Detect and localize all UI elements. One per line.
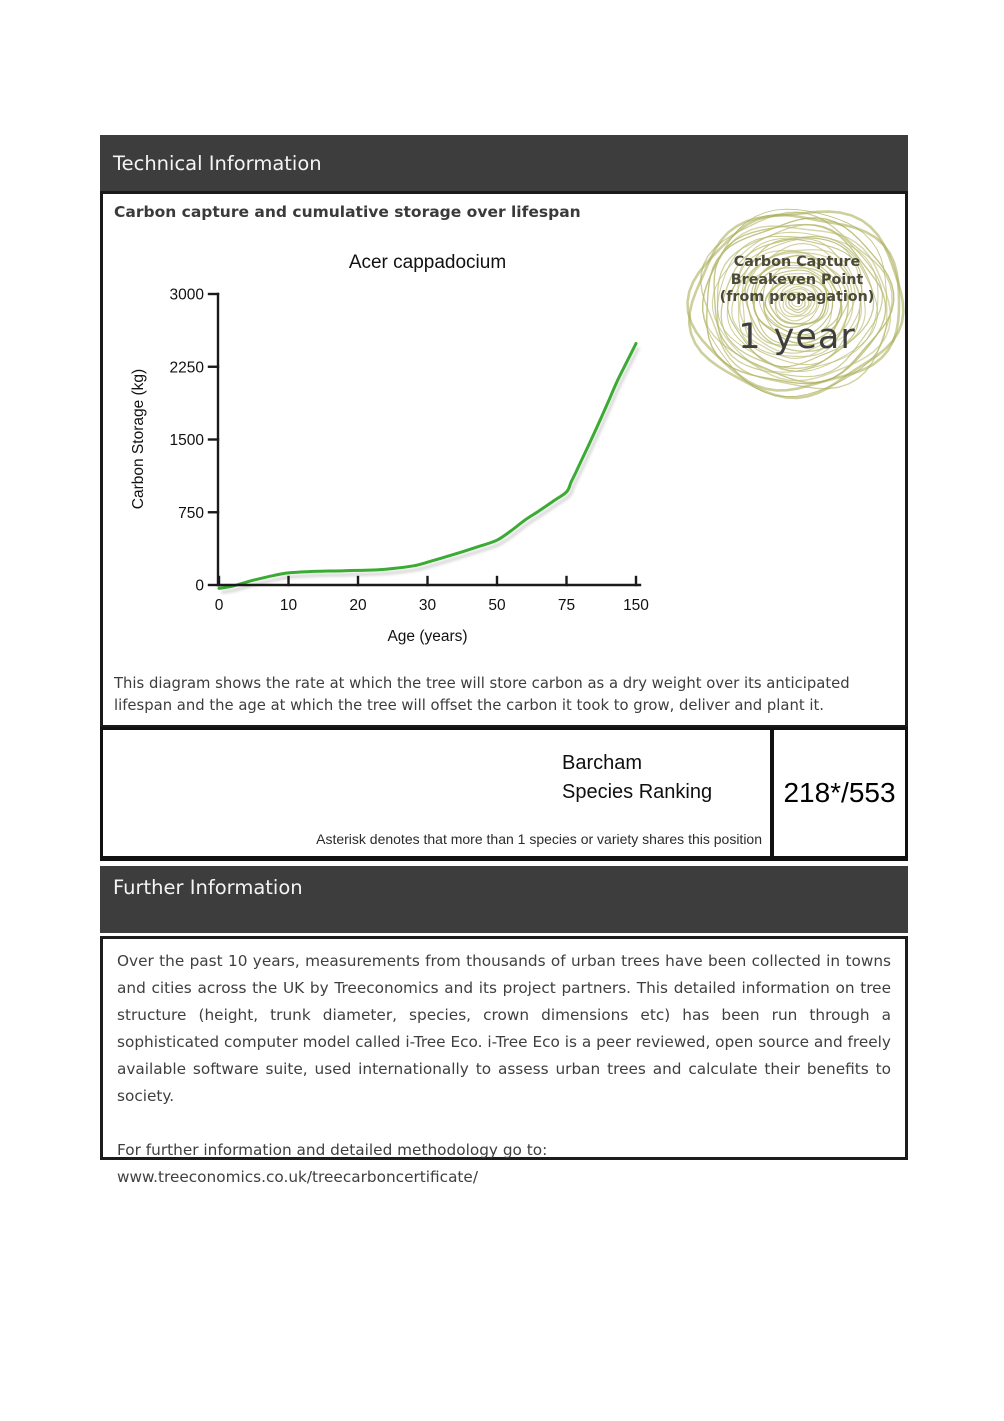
technical-information-header (100, 135, 908, 191)
x-tick-label: 30 (418, 597, 437, 614)
species-ranking-strip (100, 727, 908, 861)
ranking-value: 218*/553 (783, 777, 896, 808)
info-methodology-url-line: For further information and detailed methodology go to: www.treeconomics.co.uk/treecarboncertificate/ (117, 1141, 548, 1186)
chart-title: Acer cappadocium (348, 252, 507, 273)
further-information-body (100, 936, 908, 1186)
tree-ring (747, 255, 849, 345)
tree-ring (703, 226, 891, 381)
species-ranking-left-cell (103, 730, 774, 856)
ranking-org: Barcham (562, 752, 643, 774)
y-tick-label: 0 (195, 577, 204, 595)
further-information-title: Further Information (113, 876, 303, 899)
badge-line-3: (from propagation) (719, 289, 875, 305)
x-tick-label: 150 (623, 597, 649, 614)
further-information-header (100, 866, 908, 933)
species-ranking-title (562, 749, 712, 807)
y-tick-label: 2250 (169, 359, 204, 377)
species-ranking-value-cell (774, 730, 905, 856)
x-axis-label: Age (years) (387, 628, 468, 645)
breakeven-value: 1 year (738, 316, 856, 357)
asterisk-note: Asterisk denotes that more than 1 species or variety shares this position (316, 831, 762, 847)
badge-line-2: Breakeven Point (730, 271, 864, 288)
x-tick-label: 0 (214, 597, 224, 614)
ranking-label: Species Ranking (562, 781, 713, 803)
x-tick-label: 10 (279, 597, 298, 614)
chart-caption: This diagram shows the rate at which the tree will store carbon as a dry weight over its anticipated lifespan and the age at which the tree will offset the carbon it took to grow, deliver and plant it. (114, 675, 850, 714)
y-tick-label: 1500 (169, 432, 204, 449)
x-tick-label: 50 (488, 597, 506, 614)
tree-ring (792, 297, 803, 307)
y-tick-label: 3000 (169, 286, 204, 304)
x-tick-label: 75 (557, 597, 576, 614)
technical-information-title: Technical Information (113, 151, 322, 175)
carbon-chart-panel (100, 191, 908, 727)
tree-rings-illustration (686, 203, 908, 409)
carbon-storage-curve (219, 344, 636, 589)
x-tick-label: 20 (349, 597, 367, 614)
y-tick-label: 750 (178, 504, 204, 522)
y-axis-label: Carbon Storage (kg) (130, 368, 147, 510)
chart-panel-heading: Carbon capture and cumulative storage over lifespan (114, 203, 581, 221)
info-paragraph: Over the past 10 years, measurements from thousands of urban trees have been collected in towns and cities across the UK by Treeconomics and its project partners. This detailed information on tree structure (height, trunk diameter, species, crown dimensions etc) has been run through a sophisticated computer model called i-Tree Eco. i-Tree Eco is a peer reviewed, open source and freely available software suite, used internationally to assess urban trees and calculate their benefits to society. (117, 952, 891, 1105)
badge-line-1: Carbon Capture (733, 254, 861, 270)
